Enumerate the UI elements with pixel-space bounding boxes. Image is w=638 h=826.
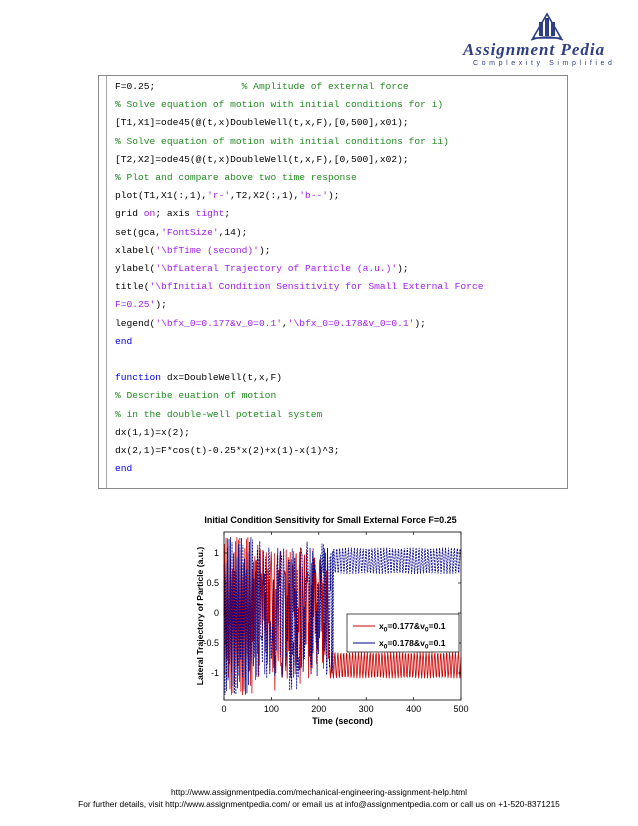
code-line: [115, 116, 409, 130]
book-stack-icon: [527, 8, 567, 44]
y-tick-label: 0.5: [206, 578, 219, 588]
code-token: on: [143, 208, 156, 220]
code-line: [115, 98, 443, 112]
x-axis-label: Time (second): [312, 716, 373, 726]
code-token: xlabel(: [115, 244, 156, 256]
y-axis-label: Lateral Trajectory of Particle (a.u.): [195, 546, 205, 686]
code-token: legend(: [115, 317, 156, 329]
legend-text: 0: [383, 626, 388, 634]
code-token: F=0.25;: [115, 81, 242, 92]
brand-tagline: Complexity Simplified: [473, 60, 616, 67]
code-token: % Solve equation of motion with initial conditions for i): [115, 99, 444, 111]
code-token: 'FontSize': [161, 226, 219, 238]
code-token: % Solve equation of motion with initial conditions for ii): [115, 135, 449, 147]
y-tick-label: -1: [210, 668, 219, 678]
code-line: [115, 298, 167, 312]
code-token: [T1,X1]=ode45(@(t,x)DoubleWell(t,x,F),[0,500],x01);: [115, 117, 409, 129]
trajectory-chart: [180, 508, 480, 752]
y-tick-label: -0.5: [203, 638, 219, 648]
legend-text: =0.1: [428, 621, 446, 631]
code-token: '\bfInitial Condition Sensitivity for Small External Force: [149, 281, 484, 293]
legend-text: =0.1: [428, 638, 446, 648]
legend-text: =0.178&v: [387, 638, 425, 648]
x-tick-label: 100: [263, 704, 279, 714]
legend-text: x: [379, 621, 384, 631]
code-line: [115, 189, 340, 203]
code-line: [115, 335, 132, 349]
x-tick-label: 200: [311, 704, 327, 714]
brand-name: Assignment Pedia: [463, 40, 606, 59]
code-token: 'b--': [299, 190, 329, 202]
code-token: % Plot and compare above two time response: [115, 172, 357, 183]
code-line: [115, 317, 426, 331]
code-line: [115, 262, 409, 276]
legend-text: x: [379, 638, 384, 648]
code-token: ylabel(: [115, 263, 156, 274]
code-line: [115, 389, 276, 403]
code-token: % in the double-well potetial system: [115, 408, 323, 420]
code-token: plot(T1,X1(:,1),: [115, 190, 208, 202]
code-token: );: [155, 299, 167, 311]
code-line: [115, 171, 357, 185]
x-tick-label: 500: [453, 704, 469, 714]
code-token: end: [115, 335, 133, 347]
code-line: [115, 444, 340, 458]
brand-logo: [455, 8, 625, 70]
code-token: F=0.25': [115, 299, 156, 311]
code-token: ; axis: [155, 208, 196, 220]
legend-text: =0.177&v: [387, 621, 425, 631]
code-token: % Amplitude of external force: [241, 81, 409, 92]
code-token: tight: [195, 208, 225, 220]
legend-text: 0: [424, 643, 429, 651]
code-token: );: [258, 244, 271, 256]
code-token: );: [328, 190, 340, 202]
code-token: dx(1,1)=x(2);: [115, 426, 190, 438]
code-token: );: [397, 263, 409, 274]
code-token: );: [414, 317, 426, 329]
code-line: [115, 408, 322, 422]
code-line: [115, 80, 409, 94]
legend-text: 0: [424, 626, 429, 634]
code-line: [115, 371, 282, 385]
code-token: '\bfx_0=0.178&v_0=0.1': [287, 317, 415, 329]
code-token: '\bfx_0=0.177&v_0=0.1': [155, 317, 282, 329]
code-token: [T2,X2]=ode45(@(t,x)DoubleWell(t,x,F),[0,500],x02);: [115, 153, 409, 165]
x-tick-label: 0: [221, 704, 227, 714]
y-tick-label: 0: [213, 608, 219, 618]
x-tick-label: 400: [406, 704, 422, 714]
code-token: ;: [224, 208, 231, 220]
code-token: % Describe euation of motion: [115, 390, 277, 402]
code-token: ,: [281, 317, 288, 329]
code-token: ,T2,X2(:,1),: [230, 190, 300, 202]
x-tick-label: 300: [358, 704, 374, 714]
code-token: end: [115, 463, 133, 475]
code-line: [115, 135, 449, 149]
code-token: dx=DoubleWell(t,x,F): [161, 372, 282, 384]
code-line: [115, 462, 132, 476]
footer-url[interactable]: http://www.assignmentpedia.com/mechanical-engineering-assignment-help.html: [170, 787, 468, 797]
code-line: [115, 244, 270, 258]
code-token: function: [115, 372, 162, 384]
legend-text: 0: [383, 643, 388, 651]
code-line: [115, 207, 230, 221]
code-token: '\bfTime (second)': [155, 244, 259, 256]
code-line: [115, 280, 483, 294]
code-token: 'r-': [207, 190, 231, 202]
code-token: grid: [115, 208, 144, 220]
footer-contact: For further details, visit http://www.assignmentpedia.com/ or email us at info@assignmentpedia.com or call us on +1-520-8371215: [78, 799, 560, 809]
code-token: ,14);: [218, 226, 248, 238]
chart-title: Initial Condition Sensitivity for Small External Force F=0.25: [204, 515, 457, 525]
code-listing: [98, 75, 568, 489]
code-token: '\bfLateral Trajectory of Particle (a.u.)': [155, 263, 398, 274]
code-line: [115, 426, 190, 440]
code-line: [115, 226, 247, 240]
code-token: set(gca,: [115, 226, 162, 238]
code-line: [115, 153, 409, 167]
code-token: dx(2,1)=F*cos(t)-0.25*x(2)+x(1)-x(1)^3;: [115, 445, 340, 456]
code-token: title(: [115, 281, 150, 293]
y-tick-label: 1: [213, 548, 219, 558]
